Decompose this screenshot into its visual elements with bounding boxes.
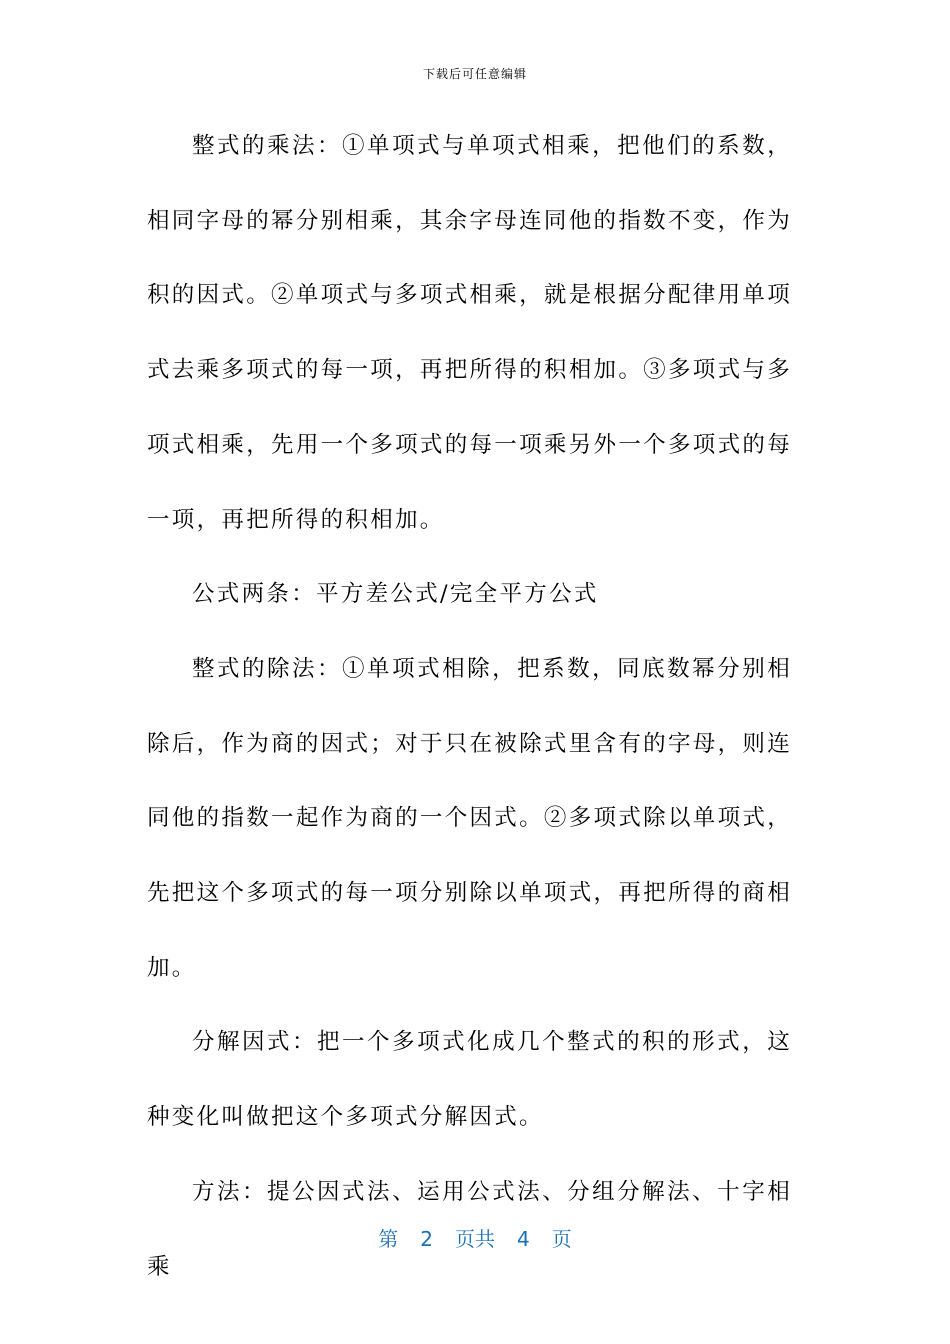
- page-header: 下载后可任意编辑: [422, 67, 527, 81]
- footer-total-pages: 4: [517, 1227, 530, 1251]
- footer-suffix: 页: [551, 1227, 572, 1251]
- paragraph-polynomial-multiplication: 整式的乘法：①单项式与单项式相乘，把他们的系数，相同字母的幂分别相乘，其余字母连同他的指数不变，作为积的因式。②单项式与多项式相乘，就是根据分配律用单项式去乘多项式的每一项，再把所得的积相加。③多项式与多项式相乘，先用一个多项式的每一项乘另外一个多项式的每一项，再把所得的积相加。: [147, 133, 792, 533]
- footer-middle: 页共: [455, 1227, 495, 1251]
- page-footer: [0, 1226, 950, 1252]
- paragraph-methods: 方法：提公因式法、运用公式法、分组分解法、十字相乘: [147, 1178, 792, 1280]
- paragraph-two-formulas: 公式两条：平方差公式/完全平方公式: [192, 581, 599, 608]
- paragraph-factorization: 分解因式：把一个多项式化成几个整式的积的形式，这种变化叫做把这个多项式分解因式。: [147, 1029, 792, 1131]
- document-body: [147, 109, 792, 1304]
- footer-current-page: 2: [420, 1227, 433, 1251]
- paragraph-polynomial-division: 整式的除法：①单项式相除，把系数，同底数幂分别相除后，作为商的因式；对于只在被除式里含有的字母，则连同他的指数一起作为商的一个因式。②多项式除以单项式，先把这个多项式的每一项分别除以单项式，再把所得的商相加。: [147, 655, 792, 981]
- footer-prefix: 第: [378, 1227, 399, 1251]
